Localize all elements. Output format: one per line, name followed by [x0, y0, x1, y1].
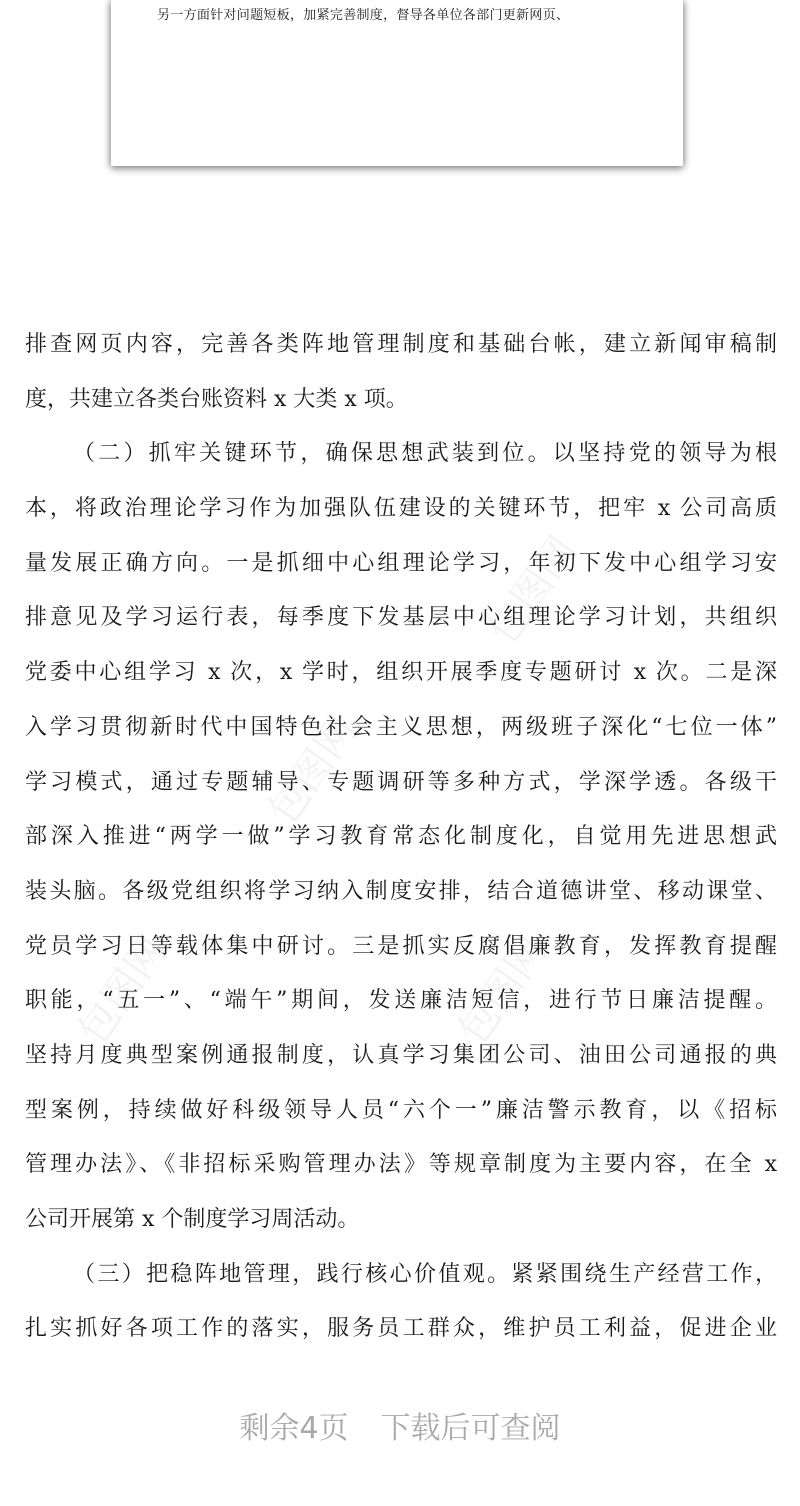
- text-line: 入学习贯彻新时代中国特色社会主义思想，两级班子深化“七位一体”: [25, 714, 777, 740]
- download-to-view-label: 下载后可查阅: [380, 1411, 561, 1446]
- text-line: 排查网页内容，完善各类阵地管理制度和基础台帐，建立新闻审稿制: [25, 332, 777, 357]
- text-line: 部深入推进“两学一做”学习教育常态化制度化，自觉用先进思想武: [25, 824, 777, 850]
- text-line: 型案例，持续做好科级领导人员“六个一”廉洁警示教育，以《招标: [25, 1097, 777, 1123]
- text-line: 公司开展第 x 个制度学习周活动。: [25, 1207, 360, 1232]
- text-line: 量发展正确方向。一是抓细中心组理论学习，年初下发中心组学习安: [25, 550, 777, 576]
- text-line: 坚持月度典型案例通报制度，认真学习集团公司、油田公司通报的典: [25, 1042, 777, 1068]
- text-line: 排意见及学习运行表，每季度下发基层中心组理论学习计划，共组织: [25, 605, 777, 631]
- text-line: 装头脑。各级党组织将学习纳入制度安排，结合道德讲堂、移动课堂、: [25, 878, 777, 904]
- card-text-line: 另一方面针对问题短板，加紧完善制度，督导各单位各部门更新网页、: [157, 8, 570, 23]
- preview-page-card: [111, 0, 683, 166]
- watermark-4: 包图网: [69, 928, 177, 1053]
- remaining-pages-notice[interactable]: [0, 1403, 800, 1447]
- text-line: 扎实抓好各项工作的落实，服务员工群众，维护员工利益，促进企业: [25, 1316, 777, 1342]
- text-line: 党委中心组学习 x 次，x 学时，组织开展季度专题研讨 x 次。二是深: [25, 660, 777, 686]
- text-line: 度，共建立各类台账资料 x 大类 x 项。: [25, 386, 408, 412]
- watermark-3: 包图网: [449, 928, 557, 1053]
- watermark-1: 包图网: [479, 528, 587, 653]
- section-heading-line: （三）把稳阵地管理，践行核心价值观。紧紧围绕生产经营工作，: [73, 1261, 777, 1287]
- text-line: 党员学习日等载体集中研讨。三是抓实反腐倡廉教育，发挥教育提醒: [25, 933, 777, 959]
- text-line: 管理办法》、《非招标采购管理办法》等规章制度为主要内容，在全 x: [25, 1152, 777, 1178]
- remaining-pages-label: 剩余4页: [239, 1411, 349, 1446]
- section-heading-line: （二）抓牢关键环节，确保思想武装到位。以坚持党的领导为根: [73, 441, 777, 467]
- text-line: 学习模式，通过专题辅导、专题调研等多种方式，学深学透。各级干: [25, 769, 777, 795]
- watermark-2: 包图网: [259, 708, 367, 833]
- text-line: 职能，“五一”、“端午”期间，发送廉洁短信，进行节日廉洁提醒。: [25, 988, 777, 1014]
- text-line: 本，将政治理论学习作为加强队伍建设的关键环节，把牢 x 公司高质: [25, 496, 777, 522]
- document-body: [25, 318, 777, 1357]
